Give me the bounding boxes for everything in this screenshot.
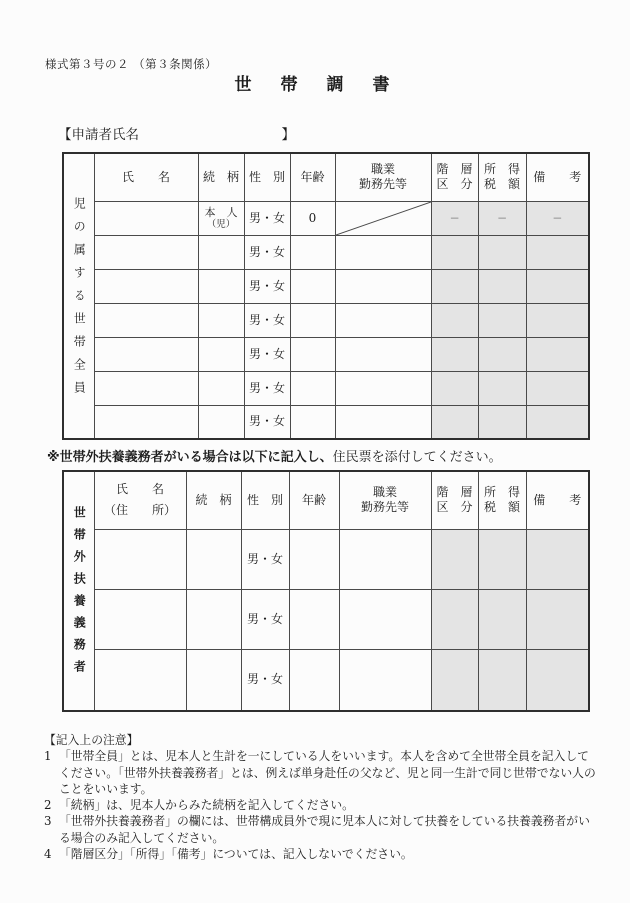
income-tax-cell xyxy=(478,269,526,303)
age-cell xyxy=(289,589,339,649)
remarks-cell xyxy=(526,589,589,649)
note-item: 3 「世帯外扶養義務者」の欄には、世帯構成員外で現に児本人に対して扶養をしている扶養義務者がいる場合のみ記入してください。 xyxy=(44,814,590,845)
non-household-obligors-table xyxy=(62,470,590,712)
col-header-occupation: 職業 勤務先等 xyxy=(335,153,431,201)
member-row xyxy=(63,303,589,337)
entry-notes-section xyxy=(44,732,596,862)
relationship-cell xyxy=(198,269,244,303)
applicant-name-line xyxy=(58,123,295,143)
col-header-class-division: 階 層 区 分 xyxy=(431,471,478,529)
col-header-relationship: 続 柄 xyxy=(198,153,244,201)
income-tax-cell xyxy=(478,303,526,337)
age-cell xyxy=(290,405,335,439)
class-division-cell xyxy=(431,269,478,303)
remarks-cell xyxy=(526,269,589,303)
age-cell xyxy=(289,529,339,589)
age-cell xyxy=(290,235,335,269)
relationship-cell xyxy=(198,303,244,337)
remarks-cell xyxy=(526,529,589,589)
name-address-cell xyxy=(94,649,186,711)
col-header-age: 年齢 xyxy=(289,471,339,529)
class-division-cell xyxy=(431,589,478,649)
occupation-cell xyxy=(339,589,431,649)
member-row xyxy=(63,269,589,303)
name-cell xyxy=(94,405,198,439)
occupation-cell-crossed-out xyxy=(335,201,431,235)
obligor-row xyxy=(63,529,589,589)
applicant-name-label: 【申請者氏名 xyxy=(58,127,139,143)
name-cell xyxy=(94,371,198,405)
remarks-cell xyxy=(526,405,589,439)
class-division-cell xyxy=(431,303,478,337)
gender-cell: 男・女 xyxy=(244,235,290,269)
age-cell xyxy=(290,337,335,371)
household-members-table xyxy=(62,152,590,440)
member-row xyxy=(63,405,589,439)
col-header-relationship: 続 柄 xyxy=(186,471,241,529)
occupation-cell xyxy=(335,269,431,303)
member-row xyxy=(63,337,589,371)
class-division-cell xyxy=(431,649,478,711)
note-item: 1 「世帯全員」とは、児本人と生計を一にしている人をいいます。本人を含めて全世帯全員を記入してください。「世帯外扶養義務者」とは、例えば単身赴任の父など、児と同一生計で同じ世帯でない人のことをいいます。 xyxy=(44,749,596,796)
class-division-cell xyxy=(431,371,478,405)
relationship-cell xyxy=(186,649,241,711)
col-header-class-division: 階 層 区 分 xyxy=(431,153,478,201)
col-header-remarks: 備 考 xyxy=(526,153,589,201)
class-division-cell: − xyxy=(431,201,478,235)
form-number: 様式第３号の２ （第３条関係） xyxy=(45,57,218,71)
relationship-cell xyxy=(186,529,241,589)
income-tax-cell xyxy=(478,649,526,711)
col-header-name: 氏 名 xyxy=(94,153,198,201)
notes-heading: 【記入上の注意】 xyxy=(44,733,139,747)
occupation-cell xyxy=(339,649,431,711)
table2-side-label: 世帯外扶養義務者 xyxy=(63,471,94,711)
remarks-cell xyxy=(526,235,589,269)
relationship-cell: 本 人 （児） xyxy=(198,201,244,235)
class-division-cell xyxy=(431,235,478,269)
relationship-cell xyxy=(186,589,241,649)
occupation-cell xyxy=(335,405,431,439)
gender-cell: 男・女 xyxy=(244,269,290,303)
remarks-cell: − xyxy=(526,201,589,235)
remarks-cell xyxy=(526,337,589,371)
relationship-cell xyxy=(198,235,244,269)
note-item: 2 「続柄」は、児本人からみた続柄を記入してください。 xyxy=(44,798,354,813)
class-division-cell xyxy=(431,529,478,589)
gender-cell: 男・女 xyxy=(241,589,289,649)
gender-cell: 男・女 xyxy=(244,371,290,405)
relationship-cell xyxy=(198,405,244,439)
gender-cell: 男・女 xyxy=(241,649,289,711)
col-header-gender: 性 別 xyxy=(244,153,290,201)
name-address-cell xyxy=(94,589,186,649)
note-item: 4 「階層区分」「所得」「備考」については、記入しないでください。 xyxy=(44,847,413,862)
page-title: 世 帯 調 書 xyxy=(234,75,396,95)
age-cell xyxy=(290,269,335,303)
table1-header-row xyxy=(63,153,589,201)
occupation-cell xyxy=(335,337,431,371)
gender-cell: 男・女 xyxy=(244,405,290,439)
applicant-name-close-bracket: 】 xyxy=(281,127,295,143)
occupation-cell xyxy=(335,371,431,405)
name-cell xyxy=(94,201,198,235)
obligor-row xyxy=(63,649,589,711)
age-cell xyxy=(289,649,339,711)
income-tax-cell xyxy=(478,371,526,405)
age-cell: 0 xyxy=(290,201,335,235)
member-row-self xyxy=(63,201,589,235)
occupation-cell xyxy=(335,303,431,337)
occupation-cell xyxy=(335,235,431,269)
remarks-cell xyxy=(526,303,589,337)
remarks-cell xyxy=(526,371,589,405)
gender-cell: 男・女 xyxy=(244,337,290,371)
obligor-row xyxy=(63,589,589,649)
age-cell xyxy=(290,303,335,337)
diagonal-strike-line xyxy=(336,202,431,235)
income-tax-cell xyxy=(478,235,526,269)
class-division-cell xyxy=(431,337,478,371)
relationship-cell xyxy=(198,371,244,405)
name-address-cell xyxy=(94,529,186,589)
name-cell xyxy=(94,337,198,371)
income-tax-cell xyxy=(478,589,526,649)
non-household-note: ※世帯外扶養義務者がいる場合は以下に記入し、住民票を添付してください。 xyxy=(47,450,502,465)
col-header-gender: 性 別 xyxy=(241,471,289,529)
col-header-age: 年齢 xyxy=(290,153,335,201)
name-cell xyxy=(94,303,198,337)
name-cell xyxy=(94,269,198,303)
col-header-income-tax: 所 得 税 額 xyxy=(478,471,526,529)
col-header-remarks: 備 考 xyxy=(526,471,589,529)
income-tax-cell xyxy=(478,529,526,589)
class-division-cell xyxy=(431,405,478,439)
income-tax-cell xyxy=(478,337,526,371)
age-cell xyxy=(290,371,335,405)
col-header-income-tax: 所 得 税 額 xyxy=(478,153,526,201)
table2-header-row xyxy=(63,471,589,529)
income-tax-cell: − xyxy=(478,201,526,235)
table1-side-label: 児の属する世帯全員 xyxy=(63,153,94,439)
gender-cell: 男・女 xyxy=(241,529,289,589)
col-header-name-address: 氏 名 （住 所） xyxy=(94,471,186,529)
gender-cell: 男・女 xyxy=(244,303,290,337)
remarks-cell xyxy=(526,649,589,711)
member-row xyxy=(63,371,589,405)
relationship-cell xyxy=(198,337,244,371)
name-cell xyxy=(94,235,198,269)
col-header-occupation: 職業 勤務先等 xyxy=(339,471,431,529)
gender-cell: 男・女 xyxy=(244,201,290,235)
member-row xyxy=(63,235,589,269)
income-tax-cell xyxy=(478,405,526,439)
occupation-cell xyxy=(339,529,431,589)
